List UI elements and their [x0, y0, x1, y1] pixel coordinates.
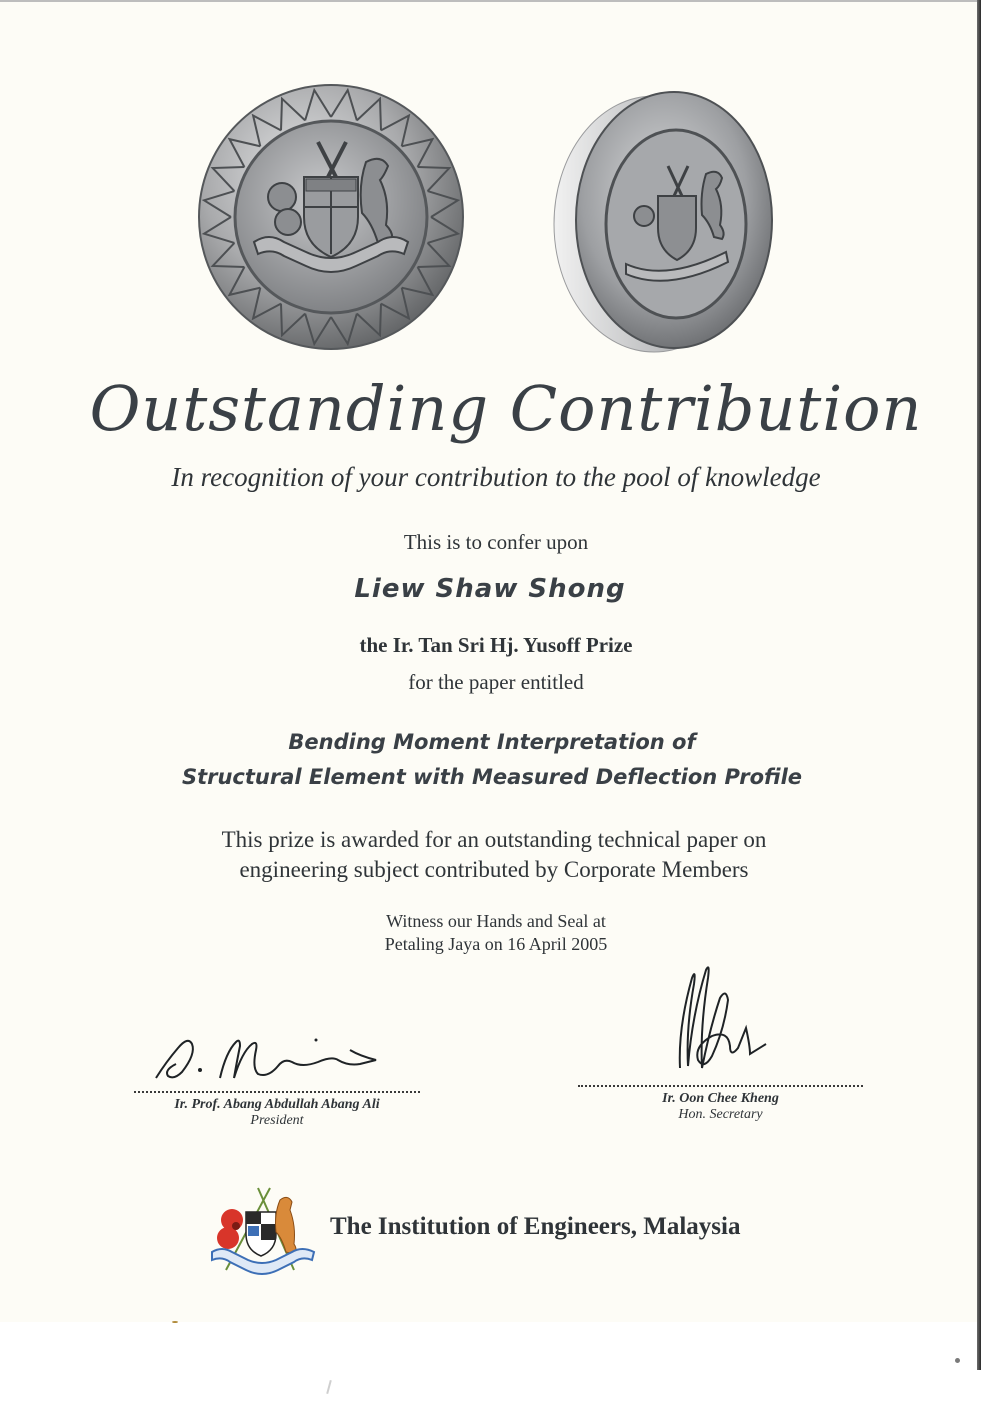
signature-icon [578, 960, 863, 1080]
signature-icon [134, 1030, 420, 1086]
recipient-name: Liew Shaw Shong [354, 574, 626, 604]
witness-line: Petaling Jaya on 16 April 2005 [384, 934, 608, 954]
scan-speck [172, 1321, 178, 1323]
paper-title [0, 725, 988, 795]
signature-block-secretary [578, 960, 863, 1123]
description-line: This prize is awarded for an outstanding technical paper on [221, 827, 767, 852]
scan-edge-top [0, 0, 981, 2]
signatory-role: Hon. Secretary [678, 1107, 763, 1122]
certificate-title: Outstanding Contribution [89, 372, 923, 445]
confer-line: This is to confer upon [403, 530, 589, 554]
prize-description [0, 825, 990, 885]
witness-statement [0, 910, 992, 956]
signatory-name: Ir. Prof. Abang Abdullah Abang Ali [174, 1097, 380, 1112]
for-paper-line: for the paper entitled [408, 670, 584, 694]
organization-name: The Institution of Engineers, Malaysia [330, 1213, 741, 1240]
description-line: engineering subject contributed by Corporate Members [239, 857, 749, 882]
medal-front-icon [196, 82, 466, 352]
scan-speck [955, 1358, 960, 1363]
signature-line [578, 1085, 863, 1087]
coat-of-arms-icon [206, 1186, 322, 1276]
scan-speck [326, 1380, 332, 1394]
signatory-name: Ir. Oon Chee Kheng [662, 1091, 779, 1106]
paper-title-line: Bending Moment Interpretation of [288, 730, 696, 754]
signatory-role: President [250, 1113, 304, 1128]
medal-angled-icon [546, 86, 776, 356]
certificate-subtitle: In recognition of your contribution to the pool of knowledge [171, 462, 821, 492]
witness-line: Witness our Hands and Seal at [386, 911, 606, 931]
signature-line [134, 1091, 420, 1093]
prize-name: the Ir. Tan Sri Hj. Yusoff Prize [359, 633, 633, 657]
paper-title-line: Structural Element with Measured Deflection Profile [181, 765, 803, 789]
signature-block-president [134, 1030, 420, 1129]
